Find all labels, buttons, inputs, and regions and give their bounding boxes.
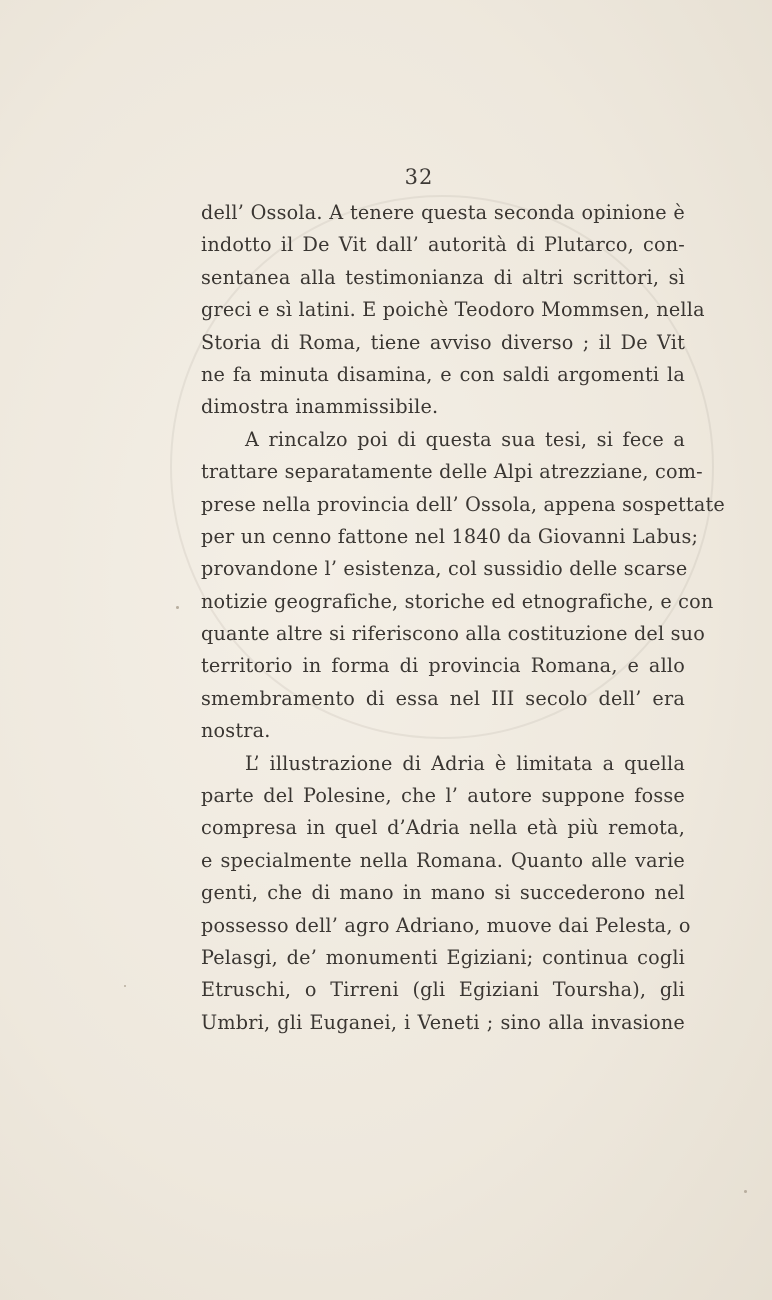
text-line: e specialmente nella Romana. Quanto alle varie bbox=[201, 848, 685, 872]
paper-speck bbox=[744, 1190, 747, 1193]
page-number: 32 bbox=[404, 165, 434, 189]
text-line: quante altre si riferiscono alla costituzione del suo bbox=[201, 622, 705, 646]
text-line: parte del Polesine, che l’ autore suppone fosse bbox=[201, 784, 685, 808]
text-line: nostra. bbox=[201, 719, 271, 743]
text-line: Pelasgi, de’ monumenti Egiziani; continua cogli bbox=[201, 945, 685, 969]
paper-speck bbox=[176, 606, 179, 609]
text-line: indotto il De Vit dall’ autorità di Plutarco, con- bbox=[201, 233, 685, 257]
text-line: per un cenno fattone nel 1840 da Giovanni Labus; bbox=[201, 524, 699, 548]
text-line: Etruschi, o Tirreni (gli Egiziani Toursha), gli bbox=[201, 978, 685, 1002]
text-line: sentanea alla testimonianza di altri scrittori, sì bbox=[201, 265, 685, 289]
text-line: trattare separatamente delle Alpi atrezziane, com- bbox=[201, 460, 703, 484]
paper-speck bbox=[124, 985, 126, 987]
text-line: ne fa minuta disamina, e con saldi argomenti la bbox=[201, 362, 685, 386]
body-text bbox=[201, 197, 725, 1039]
text-line: notizie geografiche, storiche ed etnografiche, e con bbox=[201, 589, 714, 613]
text-line: L’ illustrazione di Adria è limitata a quella bbox=[245, 751, 685, 775]
text-line: dell’ Ossola. A tenere questa seconda opinione è bbox=[201, 201, 685, 224]
text-line: possesso dell’ agro Adriano, muove dai Pelesta, o bbox=[201, 913, 691, 937]
text-line: A rincalzo poi di questa sua tesi, si fece a bbox=[245, 427, 685, 451]
text-line: compresa in quel d’Adria nella età più remota, bbox=[201, 816, 685, 840]
text-line: prese nella provincia dell’ Ossola, appena sospettate bbox=[201, 492, 725, 516]
text-line: dimostra inammissibile. bbox=[201, 395, 439, 419]
text-line: smembramento di essa nel III secolo dell’ era bbox=[201, 686, 685, 710]
text-line: Storia di Roma, tiene avviso diverso ; il De Vit bbox=[201, 330, 685, 354]
text-line: greci e sì latini. E poichè Teodoro Mommsen, nella bbox=[201, 298, 705, 322]
text-line: genti, che di mano in mano si succederono nel bbox=[201, 881, 685, 905]
text-line: provandone l’ esistenza, col sussidio delle scarse bbox=[201, 557, 688, 581]
text-line: territorio in forma di provincia Romana, e allo bbox=[201, 654, 685, 678]
text-line: Umbri, gli Euganei, i Veneti ; sino alla invasione bbox=[201, 1010, 685, 1034]
